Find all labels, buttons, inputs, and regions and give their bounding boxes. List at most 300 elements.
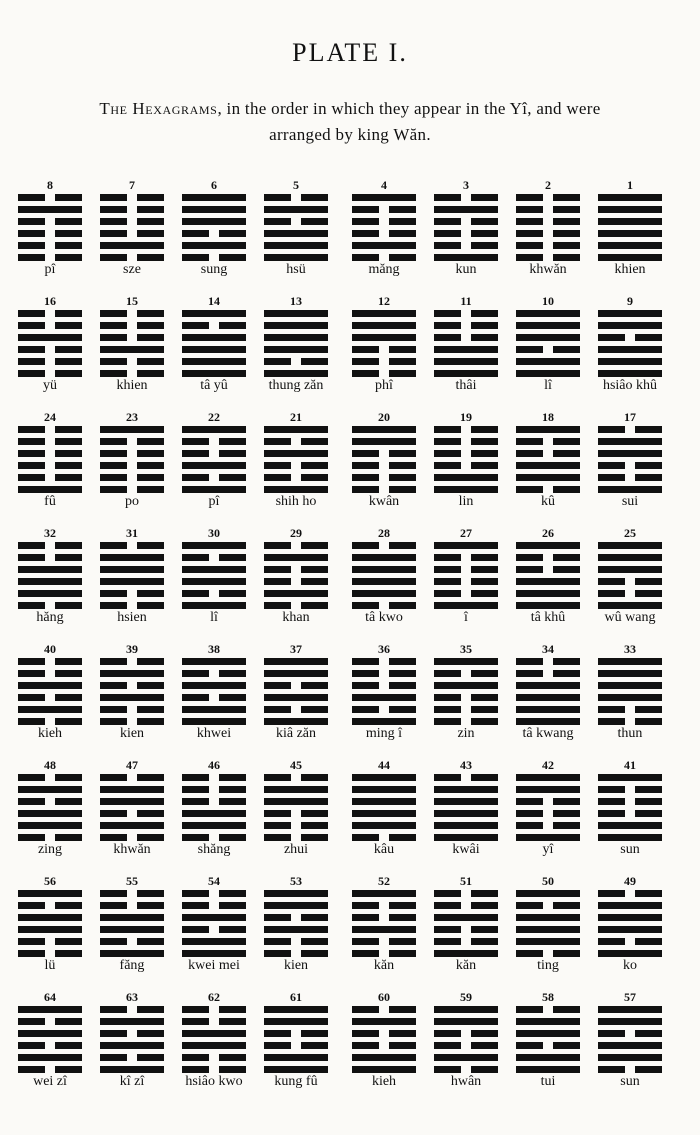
yin-line-segment xyxy=(219,254,246,261)
yang-line xyxy=(100,346,164,353)
hexagram xyxy=(264,874,344,974)
yin-line-segment xyxy=(635,578,662,585)
yang-line xyxy=(352,1054,416,1061)
yang-line xyxy=(264,670,328,677)
yin-line-segment xyxy=(264,358,291,365)
yang-line xyxy=(434,602,498,609)
yin-line-segment xyxy=(635,474,662,481)
yang-line xyxy=(598,542,662,549)
hexagram-name: kun xyxy=(455,262,477,277)
yin-line-segment xyxy=(389,950,416,957)
yin-line-segment xyxy=(434,706,461,713)
yin-line-segment xyxy=(18,554,45,561)
hexagram-name: pî xyxy=(208,494,220,509)
hexagram-number: 37 xyxy=(290,642,302,656)
yang-line xyxy=(182,542,246,549)
yin-line-segment xyxy=(598,474,625,481)
yin-line-segment xyxy=(301,810,328,817)
yin-line-segment xyxy=(55,254,82,261)
yin-line-segment xyxy=(553,230,580,237)
yang-line xyxy=(516,370,580,377)
yin-line-segment xyxy=(434,670,461,677)
hexagram-number: 52 xyxy=(378,874,390,888)
yang-line xyxy=(352,426,416,433)
yin-line-segment xyxy=(137,774,164,781)
yin-line-segment xyxy=(471,706,498,713)
yang-line xyxy=(434,822,498,829)
hexagram-name: tâ khû xyxy=(530,610,566,625)
yang-line xyxy=(182,358,246,365)
yin-line-segment xyxy=(182,670,209,677)
hexagram-figure xyxy=(182,308,246,378)
yin-line-segment xyxy=(598,798,625,805)
hexagram-figure xyxy=(352,192,416,262)
yin-line-segment xyxy=(55,1018,82,1025)
yin-line-segment xyxy=(635,938,662,945)
yin-line-segment xyxy=(434,334,461,341)
yang-line xyxy=(598,950,662,957)
yin-line-segment xyxy=(219,474,246,481)
yin-line-segment xyxy=(55,242,82,249)
yin-line-segment xyxy=(635,590,662,597)
yin-line-segment xyxy=(598,462,625,469)
hexagram xyxy=(598,990,678,1090)
yin-line-segment xyxy=(18,242,45,249)
hexagram-number: 50 xyxy=(542,874,554,888)
hexagram-name: kwân xyxy=(368,494,400,509)
yang-line xyxy=(264,1054,328,1061)
yin-line-segment xyxy=(553,346,580,353)
yin-line-segment xyxy=(301,474,328,481)
yin-line-segment xyxy=(100,1006,127,1013)
hexagram-name: sun xyxy=(620,842,640,857)
yang-line xyxy=(264,370,328,377)
yin-line-segment xyxy=(219,590,246,597)
yin-line-segment xyxy=(471,334,498,341)
yin-line-segment xyxy=(55,718,82,725)
hexagram-name: zin xyxy=(457,726,475,741)
yin-line-segment xyxy=(18,346,45,353)
yin-line-segment xyxy=(598,1030,625,1037)
hexagram xyxy=(516,642,596,742)
yin-line-segment xyxy=(182,230,209,237)
yang-line xyxy=(182,566,246,573)
hexagram-name: kâu xyxy=(373,842,395,857)
hexagram-figure xyxy=(598,772,662,842)
yin-line-segment xyxy=(471,774,498,781)
hexagram-number: 62 xyxy=(208,990,220,1004)
yang-line xyxy=(516,358,580,365)
yang-line xyxy=(18,486,82,493)
yang-line xyxy=(18,206,82,213)
hexagram xyxy=(182,294,262,394)
hexagram-number: 61 xyxy=(290,990,302,1004)
yin-line-segment xyxy=(137,542,164,549)
hexagram-number: 29 xyxy=(290,526,302,540)
yang-line xyxy=(182,822,246,829)
yang-line xyxy=(516,334,580,341)
yin-line-segment xyxy=(100,334,127,341)
hexagram xyxy=(100,642,180,742)
hexagram xyxy=(352,178,432,278)
yin-line-segment xyxy=(182,1018,209,1025)
hexagram-name: khien xyxy=(614,262,646,277)
hexagram-figure xyxy=(18,540,82,610)
yin-line-segment xyxy=(598,718,625,725)
yin-line-segment xyxy=(434,1042,461,1049)
yin-line-segment xyxy=(264,682,291,689)
hexagram xyxy=(18,758,98,858)
yin-line-segment xyxy=(352,230,379,237)
yin-line-segment xyxy=(301,438,328,445)
yin-line-segment xyxy=(434,230,461,237)
yin-line-segment xyxy=(553,254,580,261)
hexagram-name: kien xyxy=(283,958,309,973)
hexagram xyxy=(434,178,514,278)
yin-line-segment xyxy=(100,706,127,713)
hexagram-name: ting xyxy=(537,958,559,973)
hexagram-name: sung xyxy=(200,262,228,277)
yin-line-segment xyxy=(18,358,45,365)
hexagram-name: khwăn xyxy=(529,262,567,277)
hexagram-name: zhui xyxy=(283,842,309,857)
hexagram-name: făng xyxy=(119,958,145,973)
hexagram xyxy=(182,990,262,1090)
yin-line-segment xyxy=(219,438,246,445)
yin-line-segment xyxy=(55,450,82,457)
yin-line-segment xyxy=(516,206,543,213)
yin-line-segment xyxy=(471,230,498,237)
yang-line xyxy=(598,206,662,213)
hexagram-number: 59 xyxy=(460,990,472,1004)
yang-line xyxy=(434,658,498,665)
yin-line-segment xyxy=(182,798,209,805)
yang-line xyxy=(598,254,662,261)
hexagram xyxy=(182,526,262,626)
hexagram-number: 5 xyxy=(293,178,299,192)
yang-line xyxy=(182,950,246,957)
yin-line-segment xyxy=(516,902,543,909)
yin-line-segment xyxy=(389,462,416,469)
yang-line xyxy=(598,914,662,921)
yin-line-segment xyxy=(635,810,662,817)
hexagram-figure xyxy=(598,656,662,726)
yin-line-segment xyxy=(18,450,45,457)
hexagram xyxy=(182,758,262,858)
hexagram-number: 25 xyxy=(624,526,636,540)
hexagram-figure xyxy=(264,772,328,842)
yin-line-segment xyxy=(389,1042,416,1049)
yang-line xyxy=(434,486,498,493)
yin-line-segment xyxy=(352,1042,379,1049)
yang-line xyxy=(434,370,498,377)
yang-line xyxy=(264,786,328,793)
yin-line-segment xyxy=(471,670,498,677)
yang-line xyxy=(434,950,498,957)
yin-line-segment xyxy=(352,834,379,841)
yin-line-segment xyxy=(137,206,164,213)
hexagram-number: 3 xyxy=(463,178,469,192)
yang-line xyxy=(352,926,416,933)
hexagram-number: 16 xyxy=(44,294,56,308)
hexagram-figure xyxy=(18,308,82,378)
yang-line xyxy=(434,474,498,481)
yin-line-segment xyxy=(389,602,416,609)
yin-line-segment xyxy=(137,334,164,341)
yin-line-segment xyxy=(434,774,461,781)
yin-line-segment xyxy=(264,822,291,829)
yin-line-segment xyxy=(137,706,164,713)
yin-line-segment xyxy=(598,706,625,713)
yin-line-segment xyxy=(137,938,164,945)
hexagram-number: 51 xyxy=(460,874,472,888)
yin-line-segment xyxy=(471,902,498,909)
hexagram xyxy=(434,874,514,974)
yin-line-segment xyxy=(182,438,209,445)
hexagram xyxy=(264,410,344,510)
yin-line-segment xyxy=(55,950,82,957)
yin-line-segment xyxy=(100,834,127,841)
hexagram xyxy=(18,410,98,510)
hexagram-name: khien xyxy=(116,378,148,393)
hexagram-number: 26 xyxy=(542,526,554,540)
yin-line-segment xyxy=(553,1006,580,1013)
yin-line-segment xyxy=(55,658,82,665)
yin-line-segment xyxy=(389,670,416,677)
yin-line-segment xyxy=(516,822,543,829)
yang-line xyxy=(352,718,416,725)
yang-line xyxy=(100,822,164,829)
yin-line-segment xyxy=(389,370,416,377)
yin-line-segment xyxy=(301,706,328,713)
yin-line-segment xyxy=(389,706,416,713)
yang-line xyxy=(100,914,164,921)
yin-line-segment xyxy=(301,1042,328,1049)
yin-line-segment xyxy=(471,450,498,457)
yin-line-segment xyxy=(264,462,291,469)
hexagram-name: shih ho xyxy=(275,494,317,509)
yin-line-segment xyxy=(635,1066,662,1073)
yin-line-segment xyxy=(137,218,164,225)
yin-line-segment xyxy=(264,566,291,573)
hexagram-name: hsien xyxy=(117,610,147,625)
yang-line xyxy=(100,1042,164,1049)
yin-line-segment xyxy=(182,1006,209,1013)
yang-line xyxy=(264,798,328,805)
yang-line xyxy=(264,426,328,433)
hexagram-number: 28 xyxy=(378,526,390,540)
yin-line-segment xyxy=(137,590,164,597)
hexagram xyxy=(264,178,344,278)
yin-line-segment xyxy=(137,718,164,725)
yin-line-segment xyxy=(55,834,82,841)
yang-line xyxy=(18,926,82,933)
hexagram-number: 12 xyxy=(378,294,390,308)
yin-line-segment xyxy=(182,926,209,933)
yin-line-segment xyxy=(137,1054,164,1061)
yang-line xyxy=(598,670,662,677)
hexagram-figure xyxy=(100,888,164,958)
hexagram-name: khan xyxy=(282,610,310,625)
yin-line-segment xyxy=(100,1054,127,1061)
yin-line-segment xyxy=(471,426,498,433)
yang-line xyxy=(100,554,164,561)
yang-line xyxy=(352,890,416,897)
yin-line-segment xyxy=(434,438,461,445)
yin-line-segment xyxy=(434,426,461,433)
hexagram-number: 7 xyxy=(129,178,135,192)
yang-line xyxy=(352,822,416,829)
yang-line xyxy=(352,810,416,817)
yang-line xyxy=(598,774,662,781)
yang-line xyxy=(516,694,580,701)
yang-line xyxy=(18,810,82,817)
hexagram-name: măng xyxy=(368,262,400,277)
hexagram-figure xyxy=(182,540,246,610)
yin-line-segment xyxy=(389,938,416,945)
yin-line-segment xyxy=(516,438,543,445)
yang-line xyxy=(182,658,246,665)
yin-line-segment xyxy=(389,658,416,665)
yin-line-segment xyxy=(301,938,328,945)
yin-line-segment xyxy=(18,1042,45,1049)
yin-line-segment xyxy=(137,254,164,261)
yin-line-segment xyxy=(100,902,127,909)
hexagram xyxy=(434,294,514,394)
yin-line-segment xyxy=(55,438,82,445)
yang-line xyxy=(434,206,498,213)
yang-line xyxy=(100,798,164,805)
yin-line-segment xyxy=(352,682,379,689)
yang-line xyxy=(264,554,328,561)
yin-line-segment xyxy=(55,462,82,469)
yang-line xyxy=(516,1030,580,1037)
yin-line-segment xyxy=(18,798,45,805)
yang-line xyxy=(598,322,662,329)
yin-line-segment xyxy=(18,834,45,841)
yin-line-segment xyxy=(18,474,45,481)
yin-line-segment xyxy=(553,438,580,445)
yang-line xyxy=(18,682,82,689)
yin-line-segment xyxy=(434,194,461,201)
yang-line xyxy=(100,926,164,933)
yin-line-segment xyxy=(434,566,461,573)
yang-line xyxy=(434,834,498,841)
yang-line xyxy=(516,774,580,781)
yang-line xyxy=(598,450,662,457)
yang-line xyxy=(516,590,580,597)
hexagram-number: 32 xyxy=(44,526,56,540)
yin-line-segment xyxy=(100,602,127,609)
yin-line-segment xyxy=(301,1030,328,1037)
hexagram xyxy=(264,990,344,1090)
hexagram-name: po xyxy=(125,494,139,509)
hexagram-figure xyxy=(100,540,164,610)
yin-line-segment xyxy=(598,890,625,897)
yin-line-segment xyxy=(55,670,82,677)
yin-line-segment xyxy=(301,950,328,957)
hexagram-number: 19 xyxy=(460,410,472,424)
hexagram-number: 18 xyxy=(542,410,554,424)
yin-line-segment xyxy=(100,774,127,781)
yang-line xyxy=(264,254,328,261)
yin-line-segment xyxy=(182,1054,209,1061)
hexagram-figure xyxy=(100,1004,164,1074)
yin-line-segment xyxy=(471,1042,498,1049)
yin-line-segment xyxy=(352,462,379,469)
yin-line-segment xyxy=(389,206,416,213)
yin-line-segment xyxy=(352,602,379,609)
hexagram-number: 23 xyxy=(126,410,138,424)
yang-line xyxy=(598,1018,662,1025)
yang-line xyxy=(264,486,328,493)
yang-line xyxy=(18,706,82,713)
hexagram xyxy=(434,990,514,1090)
hexagram-name: kwâi xyxy=(452,842,480,857)
yang-line xyxy=(18,890,82,897)
hexagram xyxy=(352,410,432,510)
hexagram-name: hsiâo kwo xyxy=(185,1074,243,1089)
yang-line xyxy=(434,914,498,921)
yin-line-segment xyxy=(137,370,164,377)
hexagram-number: 27 xyxy=(460,526,472,540)
hexagram xyxy=(352,642,432,742)
yin-line-segment xyxy=(352,370,379,377)
hexagram-figure xyxy=(516,540,580,610)
yin-line-segment xyxy=(18,694,45,701)
yang-line xyxy=(264,322,328,329)
hexagram xyxy=(352,294,432,394)
yin-line-segment xyxy=(389,218,416,225)
yang-line xyxy=(182,914,246,921)
yin-line-segment xyxy=(352,346,379,353)
yin-line-segment xyxy=(471,590,498,597)
hexagram xyxy=(182,874,262,974)
yang-line xyxy=(352,566,416,573)
yang-line xyxy=(100,1066,164,1073)
yang-line xyxy=(352,242,416,249)
yin-line-segment xyxy=(264,542,291,549)
hexagram-figure xyxy=(352,888,416,958)
hexagram-name: yî xyxy=(542,842,554,857)
hexagram-figure xyxy=(100,192,164,262)
yang-line xyxy=(352,334,416,341)
yin-line-segment xyxy=(471,1030,498,1037)
hexagram-figure xyxy=(516,424,580,494)
hexagram xyxy=(264,294,344,394)
yin-line-segment xyxy=(352,450,379,457)
hexagram xyxy=(100,874,180,974)
yin-line-segment xyxy=(219,322,246,329)
yin-line-segment xyxy=(516,1042,543,1049)
hexagram-figure xyxy=(434,888,498,958)
hexagram-figure xyxy=(352,308,416,378)
yin-line-segment xyxy=(18,774,45,781)
yin-line-segment xyxy=(301,822,328,829)
yang-line xyxy=(352,310,416,317)
yin-line-segment xyxy=(301,542,328,549)
yin-line-segment xyxy=(18,1018,45,1025)
yin-line-segment xyxy=(553,566,580,573)
hexagram-figure xyxy=(598,192,662,262)
yin-line-segment xyxy=(471,890,498,897)
hexagram-figure xyxy=(18,888,82,958)
yang-line xyxy=(598,194,662,201)
yin-line-segment xyxy=(434,718,461,725)
yang-line xyxy=(516,890,580,897)
yin-line-segment xyxy=(264,706,291,713)
hexagram-number: 54 xyxy=(208,874,220,888)
